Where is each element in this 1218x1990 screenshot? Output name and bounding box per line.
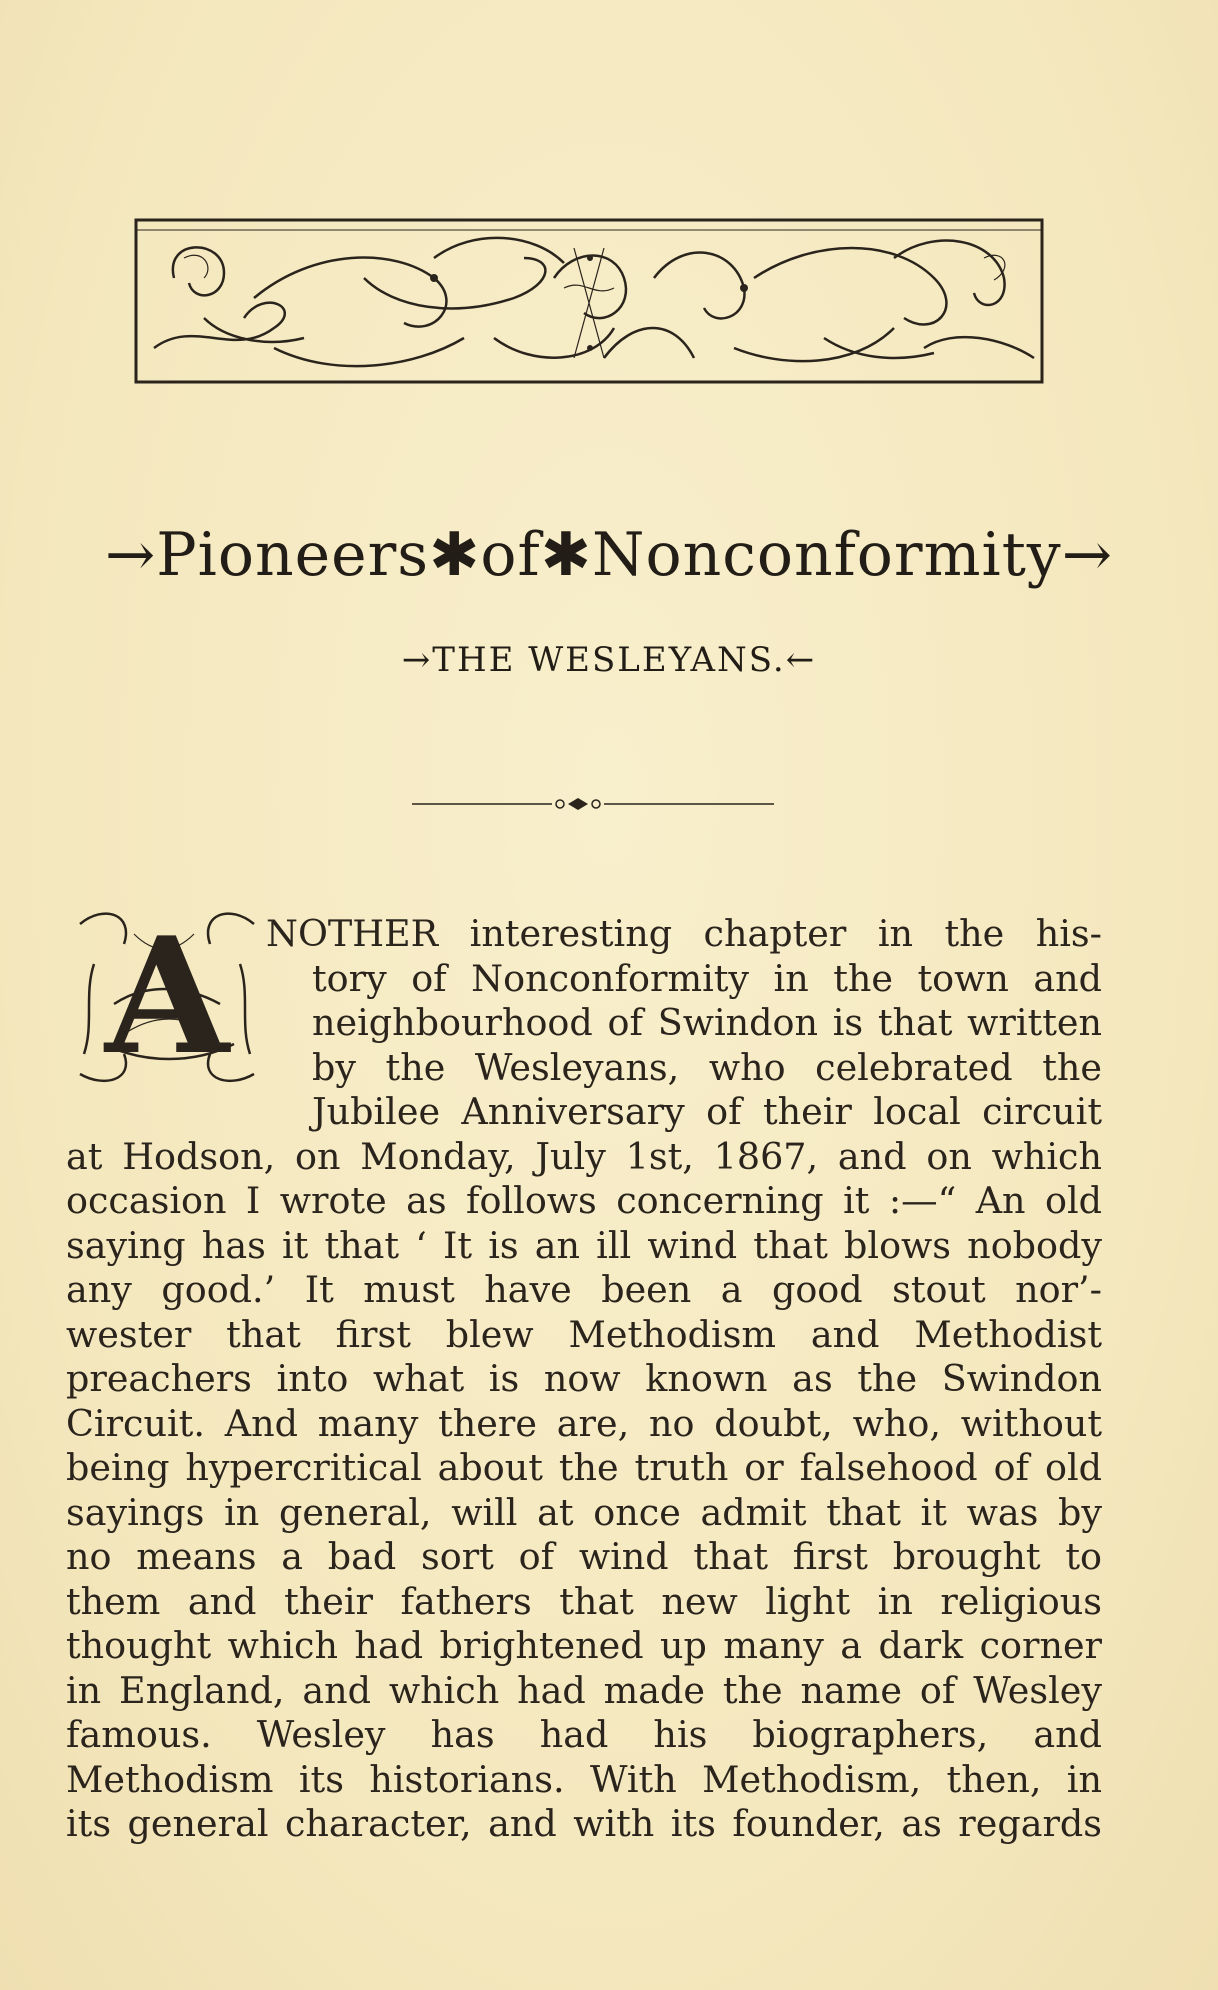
text-line: saying has it that ‘ It is an ill wind that blows nobody: [66, 1223, 1102, 1267]
text-line: neighbourhood of Swindon is that written: [312, 1001, 1102, 1044]
text-line: Methodism its historians. With Methodism, then, in: [66, 1757, 1102, 1801]
chapter-title: →Pioneers✱of✱Nonconformity→: [105, 520, 1113, 590]
body-text: [66, 912, 1102, 1847]
text-line: famous. Wesley has had his biographers, and: [66, 1713, 1102, 1756]
text-line: tory of Nonconformity in the town and: [312, 956, 1102, 1000]
text-line: sayings in general, will at once admit that it was by: [66, 1490, 1102, 1534]
section-divider: [412, 794, 774, 814]
text-line: by the Wesleyans, who celebrated the: [312, 1045, 1102, 1089]
text-line: its general character, and with its founder, as regards: [66, 1802, 1102, 1845]
text-line: being hypercritical about the truth or falsehood of old: [66, 1446, 1102, 1489]
text-line: no means a bad sort of wind that first brought to: [66, 1535, 1102, 1578]
text-line: them and their fathers that new light in religious: [66, 1579, 1102, 1623]
drop-cap-letter: A: [104, 902, 230, 1090]
text-line: thought which had brightened up many a dark corner: [66, 1624, 1102, 1667]
text-line: Jubilee Anniversary of their local circuit: [312, 1090, 1102, 1133]
text-line: wester that first blew Methodism and Methodist: [66, 1312, 1102, 1356]
text-line: preachers into what is now known as the Swindon: [66, 1357, 1102, 1400]
ornamental-headpiece: [134, 218, 1046, 388]
chapter-subtitle: →THE WESLEYANS.←: [401, 640, 817, 680]
text-line: at Hodson, on Monday, July 1st, 1867, and on which: [66, 1134, 1102, 1178]
text-line: in England, and which had made the name of Wesley: [66, 1668, 1102, 1712]
text-line: NOTHER interesting chapter in the his-: [266, 912, 1102, 955]
text-line: Circuit. And many there are, no doubt, who, without: [66, 1401, 1102, 1445]
text-line: occasion I wrote as follows concerning it :—“ An old: [66, 1179, 1102, 1222]
text-line: any good.’ It must have been a good stout nor’-: [66, 1268, 1102, 1311]
